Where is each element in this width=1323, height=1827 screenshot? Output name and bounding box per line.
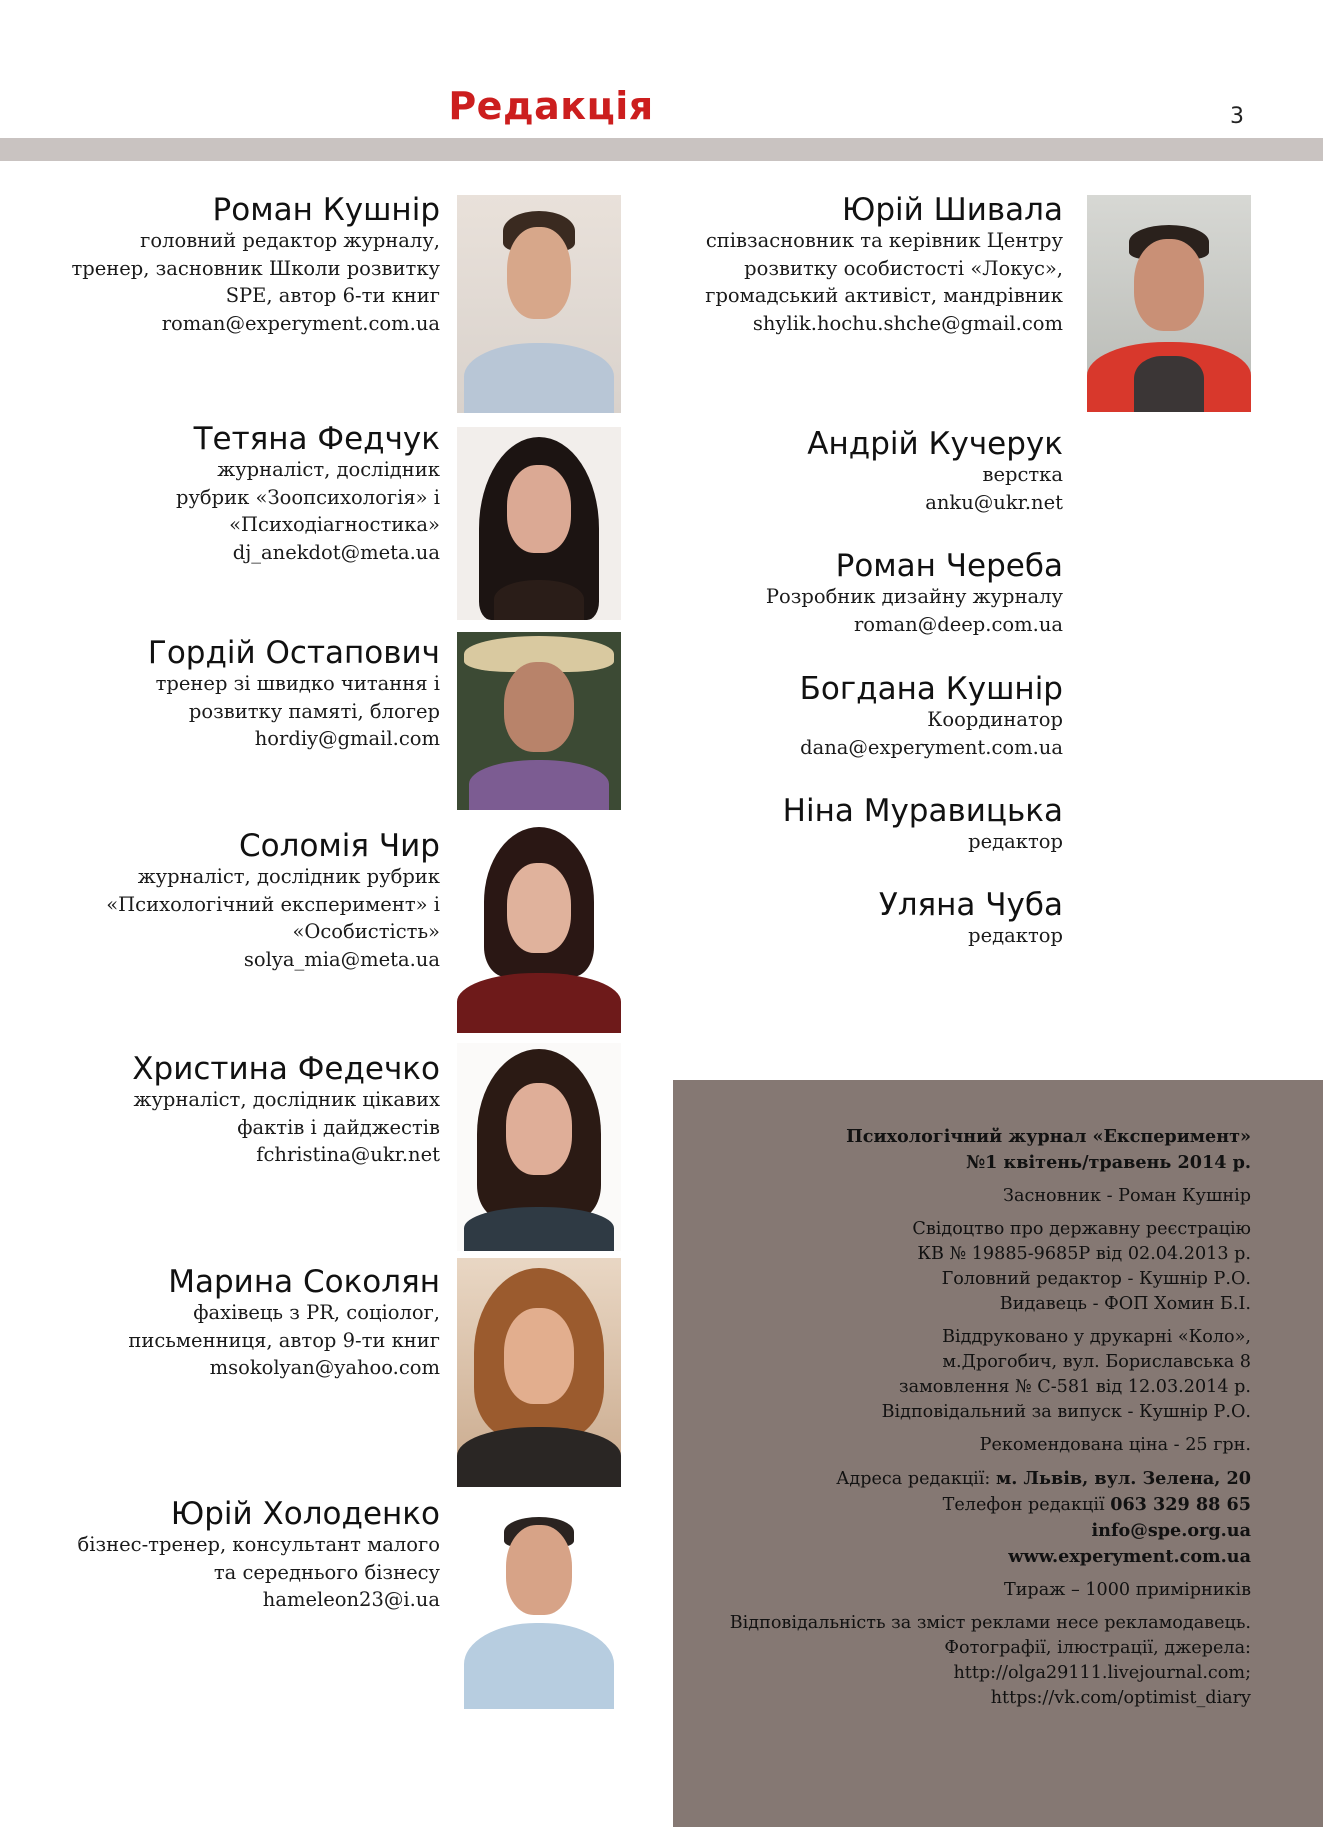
address-label: Адреса редакції: [836,1469,991,1489]
price: Рекомендована ціна - 25 грн. [979,1435,1251,1455]
portrait-photo [457,823,621,1033]
staff-role: головний редактор журналу, [140,229,440,252]
staff-role: верстка [982,463,1063,486]
page-title: Редакція [448,84,654,128]
staff-role: тренер, засновник Школи розвитку [71,256,440,280]
printing-house: м.Дрогобич, вул. Бориславська 8 [942,1352,1251,1372]
staff-name: Соломія Чир [239,828,440,864]
printing-house: Віддруковано у друкарні «Коло», [942,1327,1251,1347]
portrait-photo [457,1499,621,1709]
staff-name: Гордій Остапович [147,635,440,671]
staff-role: розвитку памяті, блогер [188,699,440,723]
staff-role: журналіст, дослідник рубрик [137,865,440,888]
portrait-photo [457,1043,621,1251]
staff-email: solya_mia@meta.ua [243,947,440,971]
staff-entry [176,422,440,566]
staff-role: «Особистість» [292,920,440,943]
staff-entry [807,427,1063,516]
staff-role: письменниця, автор 9-ти книг [128,1328,440,1352]
staff-name: Уляна Чуба [878,887,1063,923]
responsible-person: Відповідальний за випуск - Кушнір Р.О. [881,1402,1251,1422]
portrait-photo [457,195,621,413]
photo-credit-link[interactable]: https://vk.com/optimist_diary [990,1688,1251,1708]
journal-name: Психологічний журнал «Експеримент» [846,1126,1251,1147]
staff-role: розвитку особистості «Локус», [744,256,1063,280]
staff-entry [766,549,1063,638]
staff-role: Координатор [927,708,1063,731]
staff-role: фахівець з PR, соціолог, [193,1301,440,1324]
staff-email: dana@experyment.com.ua [800,735,1063,759]
staff-role: тренер зі швидко читання і [155,672,440,695]
staff-entry [106,829,440,973]
header-bar [0,138,1323,161]
issue-number: №1 квітень/травень 2014 р. [966,1152,1251,1173]
staff-entry [71,193,440,337]
photo-credit-link[interactable]: http://olga29111.livejournal.com; [953,1663,1251,1683]
imprint-box [673,1080,1323,1827]
staff-role: «Психологічний експеримент» і [106,892,440,916]
staff-role: редактор [968,924,1063,947]
staff-email: fchristina@ukr.net [256,1143,440,1166]
founder: Засновник - Роман Кушнір [1003,1186,1251,1206]
staff-role: та середнього бізнесу [213,1560,440,1584]
staff-name: Тетяна Федчук [193,421,440,457]
staff-entry [783,794,1063,856]
website-link[interactable]: www.experyment.com.ua [1008,1546,1251,1567]
staff-email: dj_anekdot@meta.ua [232,540,440,564]
staff-email: msokolyan@yahoo.com [209,1356,440,1379]
phone-label: Телефон редакції [942,1495,1105,1515]
portrait-photo [457,632,621,810]
registration: Свідоцтво про державну реєстрацію [912,1219,1251,1239]
staff-role: співзасновник та керівник Центру [705,229,1063,252]
ads-disclaimer: Відповідальність за зміст реклами несе рекламодавець. [729,1613,1251,1633]
staff-name: Роман Кушнір [212,192,440,228]
chief-editor: Головний редактор - Кушнір Р.О. [941,1269,1251,1289]
staff-role: фактів і дайджестів [237,1115,440,1139]
staff-email: shylik.hochu.shche@gmail.com [752,311,1063,335]
staff-name: Андрій Кучерук [807,426,1063,462]
staff-entry [128,1265,440,1382]
staff-email: hameleon23@i.ua [262,1588,440,1611]
printing-order: замовлення № С-581 від 12.03.2014 р. [899,1377,1251,1397]
staff-entry [132,1052,440,1169]
staff-role: Розробник дизайну журналу [765,585,1063,608]
staff-entry [879,888,1063,950]
phone-value: 063 329 88 65 [1110,1494,1251,1515]
circulation: Тираж – 1000 примірників [1003,1580,1251,1600]
staff-role: «Психодіагностика» [229,513,440,536]
staff-name: Юрій Холоденко [170,1496,440,1532]
staff-entry [705,193,1063,337]
staff-name: Роман Череба [835,548,1063,584]
email-link[interactable]: info@spe.org.ua [1091,1520,1251,1541]
staff-entry [78,1497,440,1614]
staff-role: рубрик «Зоопсихологія» і [175,485,440,509]
page-number: 3 [1230,104,1244,129]
staff-name: Богдана Кушнір [799,671,1063,707]
staff-email: roman@experyment.com.ua [161,311,440,335]
staff-role: громадський активіст, мандрівник [705,284,1063,307]
staff-entry [148,636,440,753]
registration: КВ № 19885-9685Р від 02.04.2013 р. [917,1244,1251,1264]
staff-role: журналіст, дослідник [217,458,440,481]
staff-entry [800,672,1063,761]
staff-role: бізнес-тренер, консультант малого [77,1533,440,1556]
staff-email: hordiy@gmail.com [254,727,440,750]
staff-role: журналіст, дослідник цікавих [133,1088,440,1111]
staff-email: anku@ukr.net [925,490,1063,514]
staff-role: SPE, автор 6-ти книг [225,284,440,307]
photo-credits: Фотографії, ілюстрації, джерела: [944,1638,1251,1658]
publisher: Видавець - ФОП Хомин Б.І. [999,1294,1251,1314]
portrait-photo [1087,195,1251,412]
staff-name: Христина Федечко [132,1051,440,1087]
address-value: м. Львів, вул. Зелена, 20 [995,1468,1251,1489]
staff-name: Юрій Шивала [841,192,1063,228]
staff-email: roman@deep.com.ua [853,612,1063,636]
staff-name: Марина Соколян [168,1264,440,1300]
portrait-photo [457,1258,621,1487]
portrait-photo [457,427,621,620]
staff-name: Ніна Муравицька [782,793,1063,829]
staff-role: редактор [968,830,1063,853]
